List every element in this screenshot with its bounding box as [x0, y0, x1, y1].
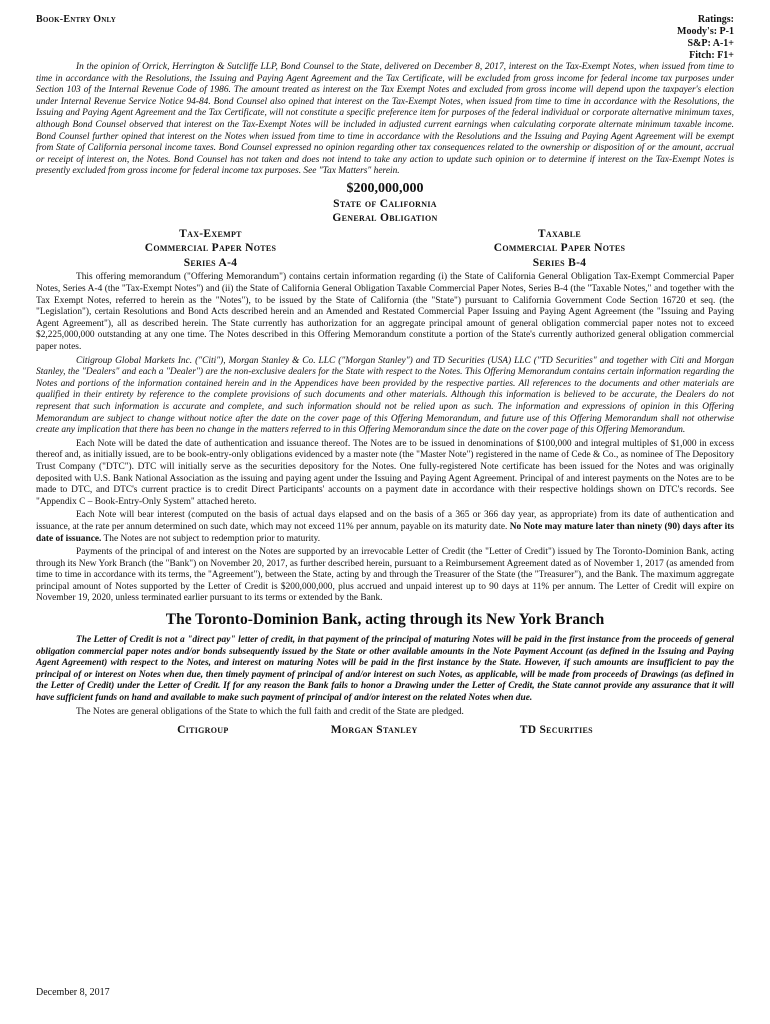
dealer-td-securities: TD Securities [519, 724, 593, 737]
issuer-obligation-type: General Obligation [332, 211, 438, 224]
ratings-block [677, 14, 734, 62]
direct-pay-paragraph: The Letter of Credit is not a "direct pay" letter of credit, in that payment of the principal of maturing Notes will be paid in the first instance from the proceeds of general obligation commercial paper notes and/or bonds subsequently issued by the State or other available amounts in the Note Payment Account (as defined in the Issuing and Paying Agent Agreement) with respect to the Notes, and interest on maturing Notes will be paid in the first instance by the State. However, if such amounts are insufficient to pay the principal of or interest on Notes when due, then timely payment of principal of and/or interest on such Notes, as applicable, will be made from proceeds of Drawings (as defined in the Letter of Credit) under the Letter of Credit. If for any reason the Bank fails to honor a Drawing under the Letter of Credit, the State cannot provide any assurance that it will have sufficient funds on hand and available to make such payment of principal of and/or interest on the related Notes when due. [36, 635, 734, 704]
series-titles [36, 227, 734, 271]
denomination-paragraph: Each Note will be dated the date of authentication and issuance thereof. The Notes are to be issued in denominations of $100,000 and integral multiples of $1,000 in excess thereof and, as initially issued, are to be book-entry-only obligations evidenced by a master note (the "Master Note") registered in the name of Cede & Co., as nominee of The Depository Trust Company ("DTC"). DTC will initially serve as the securities depository for the Notes. One fully-registered Note certificate has been issued for the Notes and was originally deposited with U.S. Bank National Association as the issuing and paying agent under the Issuing and Paying Agent Agreement. Principal of and interest payments on the Notes are to be made to DTC, and DTC's current practice is to credit Direct Participants' accounts on a payment date in accordance with their respective holdings shown on DTC's records. See "Appendix C – Book-Entry-Only System" attached hereto. [36, 438, 734, 507]
document-date: December 8, 2017 [36, 987, 110, 998]
dealer-morgan-stanley: Morgan Stanley [330, 724, 418, 737]
rating-fitch: Fitch: F1+ [689, 50, 734, 61]
general-obligation-paragraph: The Notes are general obligations of the State to which the full faith and credit of the State are pledged. [76, 706, 464, 717]
interest-text-a: Each Note will bear interest (computed on the basis of actual days elapsed and on the basis of a 365 or 366 day year, as appropriate) from its date of authentication and issuance, at the rate per annum determined on such date, which may not exceed 11% per annum, payable on its maturity date. [36, 510, 734, 532]
series-taxable [494, 227, 626, 271]
issuer-name: State of California [333, 197, 437, 210]
bank-name-heading: The Toronto-Dominion Bank, acting through its New York Branch [165, 611, 605, 629]
dealers-paragraph: Citigroup Global Markets Inc. ("Citi"), Morgan Stanley & Co. LLC ("Morgan Stanley") and TD Securities (USA) LLC ("TD Securities" and together with Citi and Morgan Stanley, the "Dealers" and each a "Dealer") are the non-exclusive dealers for the State with respect to the Notes. This Offering Memorandum contains certain information regarding the Notes and portions of the information contained herein and in the Appendices have been provided by the respective parties. All references to the documents and other materials are qualified in their entirety by reference to the complete provisions of such documents and other materials. Although this information is believed to be accurate, the Dealers do not represent that such information is accurate and complete, and such information should not be relied upon as such. The information and expressions of opinion in this Offering Memorandum are subject to change without notice after the date on the cover page of this Offering Memorandum, and future use of this Offering Memorandum shall not otherwise create any implication that there has been no change in the matters referred to in this Offering Memorandum since the date on the cover page of this Offering Memorandum. [36, 355, 734, 436]
interest-paragraph [36, 510, 734, 545]
series-taxable-line3: Series B-4 [532, 256, 587, 269]
letter-of-credit-paragraph: Payments of the principal of and interest on the Notes are supported by an irrevocable Letter of Credit (the "Letter of Credit") issued by The Toronto-Dominion Bank, acting through its New York Branch (the "Bank") on November 20, 2017, as further described herein, pursuant to a Reimbursement Agreement dated as of November 1, 2017 (as amended from time to time in accordance with its terms, the "Agreement"), between the State, acting by and through the Treasurer of the State (the "Treasurer"), and the Bank. The maximum aggregate principal amount of Notes supported by the Letter of Credit is $200,000,000, plus accrued and unpaid interest up to 90 days at 11% per annum. The Letter of Credit will expire on November 19, 2020, unless terminated earlier pursuant to its terms or extended by the Bank. [36, 547, 734, 604]
dealer-names [36, 724, 734, 736]
series-tax-exempt-line1: Tax-Exempt [179, 227, 242, 240]
offering-paragraph: This offering memorandum ("Offering Memorandum") contains certain information regarding (i) the State of California General Obligation Tax-Exempt Commercial Paper Notes, Series A-4 (the "Tax-Exempt Notes") and (ii) the State of California General Obligation Taxable Commercial Paper Notes, Series B-4 (the "Taxable Notes," and together with the Tax Exempt Notes, referred to herein as the "Notes"), to be issued by the State of California (the "State") pursuant to California Government Code Section 16720 et seq. (the "Legislation"), certain Resolutions and Bond Acts described herein and an Amended and Restated Commercial Paper Issuing and Paying Agent Agreement (the "Issuing and Paying Agent Agreement"), all as described herein. The State currently has authorization for an aggregate principal amount of general obligation commercial paper notes not to exceed $2,225,000,000 outstanding at any one time. The Notes described in this Offering Memorandum constitute a portion of the State's currently authorized general obligation commercial paper notes. [36, 272, 734, 352]
series-tax-exempt [145, 227, 277, 271]
rating-moodys: Moody's: P-1 [677, 26, 734, 37]
dealer-citigroup: Citigroup [177, 724, 229, 737]
interest-text-b: The Notes are not subject to redemption prior to maturity. [101, 533, 321, 544]
series-taxable-line2: Commercial Paper Notes [493, 242, 626, 255]
book-entry-label: Book-Entry Only [36, 14, 117, 25]
header-row [36, 14, 734, 62]
series-tax-exempt-line2: Commercial Paper Notes [144, 242, 277, 255]
maturity-limit-text: No Note may mature later than ninety (90) days after its date of issuance. [36, 521, 734, 544]
rating-sp: S&P: A-1+ [687, 38, 734, 49]
offering-amount: $200,000,000 [346, 180, 424, 196]
series-tax-exempt-line3: Series A-4 [183, 256, 238, 269]
ratings-title: Ratings: [697, 14, 734, 25]
tax-opinion-paragraph: In the opinion of Orrick, Herrington & Sutcliffe LLP, Bond Counsel to the State, delivered on December 8, 2017, interest on the Tax-Exempt Notes, when issued from time to time in accordance with the Resolutions, the Issuing and Paying Agent Agreement and the Tax Certificate, will be excluded from gross income for federal income tax purposes under Section 103 of the Internal Revenue Code of 1986. The amount treated as interest on the Tax Exempt Notes and excluded from gross income will depend upon the taxpayer's election under Internal Revenue Service Notice 94-84. Bond Counsel also opined that interest on the Tax-Exempt Notes, when issued from time to time in accordance with the Resolutions, the Issuing and Paying Agent Agreement and the Tax Certificate, will not constitute a specific preference item for purposes of the federal individual or corporate alternative minimum taxes, although Bond Counsel observed that interest on the Tax-Exempt Notes will be included in adjusted current earnings when calculating corporate alternate minimum taxable income. Bond Counsel further opined that interest on the Notes when issued from time to time in accordance with the Resolutions and the Issuing and Paying Agent Agreement will be exempt from State of California personal income taxes. Bond Counsel expressed no opinion regarding other tax consequences related to the ownership or disposition of or the amount, accrual or receipt of interest on, the Notes. Bond Counsel has not taken and does not intend to take any action to update such opinion or to determine if interest on the Tax-Exempt Notes is presently excluded from gross income for federal income tax purposes. See "Tax Matters" herein. [36, 62, 734, 177]
series-taxable-line1: Taxable [537, 227, 582, 240]
